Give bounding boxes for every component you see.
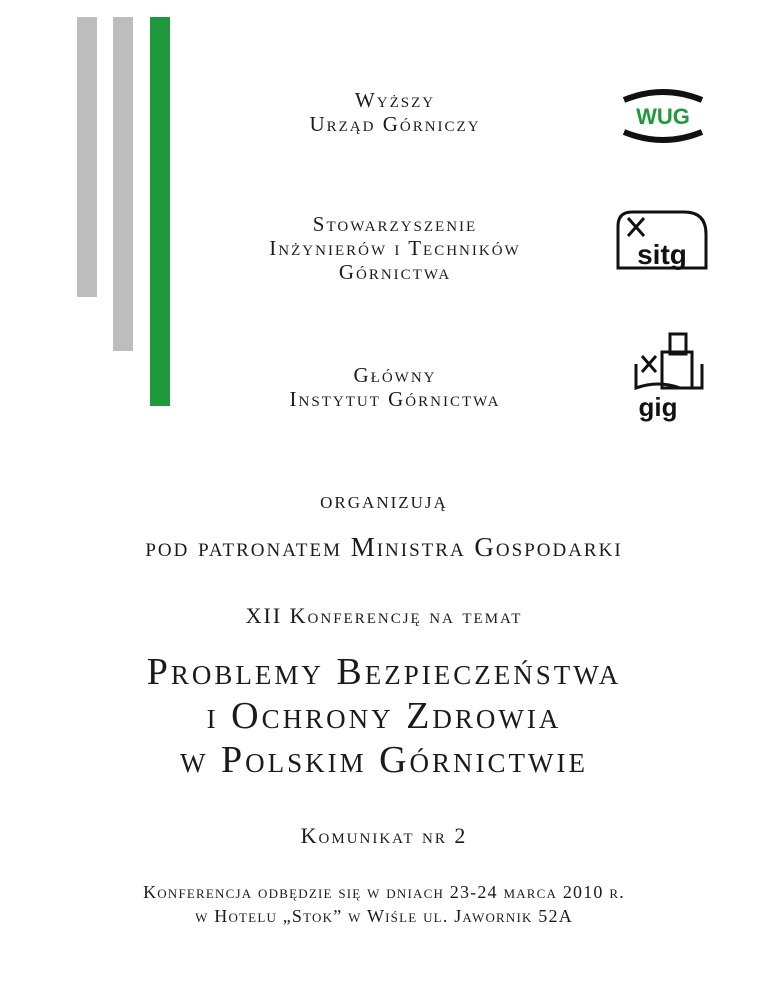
- wug-logo-text: WUG: [636, 104, 690, 129]
- title-line-1: Problemy Bezpieczeństwa: [146, 651, 622, 693]
- org-wug-line-1: Wyższy: [354, 88, 436, 112]
- title-line-2: i Ochrony Zdrowia: [206, 695, 562, 737]
- organize-text: organizują: [320, 488, 448, 514]
- conference-text: XII Konferencję na temat: [245, 603, 523, 628]
- org-sitg-line-3: Górnictwa: [338, 260, 452, 284]
- org-wug-name: [230, 88, 560, 136]
- org-gig-name: [230, 363, 560, 411]
- gig-logo: [628, 330, 708, 422]
- decor-bar-gray-2: [113, 17, 133, 351]
- hammer-pick-icon: [628, 218, 644, 236]
- org-sitg-name: [210, 212, 580, 284]
- conference-details: [0, 880, 768, 928]
- org-sitg-line-2: Inżynierów i Techników: [269, 236, 521, 260]
- conference-title: [0, 650, 768, 782]
- sitg-logo: [614, 208, 710, 272]
- decor-bar-green: [150, 17, 170, 406]
- announcement-text: Komunikat nr 2: [300, 823, 468, 848]
- details-line-1: Konferencja odbędzie się w dniach 23-24 marca 2010 r.: [143, 882, 625, 902]
- wug-logo: [618, 88, 708, 144]
- sitg-logo-text: sitg: [637, 239, 687, 270]
- org-sitg-line-1: Stowarzyszenie: [312, 212, 478, 236]
- decor-bar-gray-1: [77, 17, 97, 297]
- patronage-text: pod patronatem Ministra Gospodarki: [145, 532, 623, 562]
- org-gig-line-1: Główny: [353, 363, 437, 387]
- details-line-2: w Hotelu „Stok” w Wiśle ul. Jawornik 52A: [195, 906, 573, 926]
- gig-logo-text: gig: [638, 392, 678, 422]
- hammer-pick-icon: [642, 356, 656, 372]
- org-wug-line-2: Urząd Górniczy: [309, 112, 481, 136]
- title-line-3: w Polskim Górnictwie: [179, 739, 589, 781]
- org-gig-line-2: Instytut Górnictwa: [289, 387, 501, 411]
